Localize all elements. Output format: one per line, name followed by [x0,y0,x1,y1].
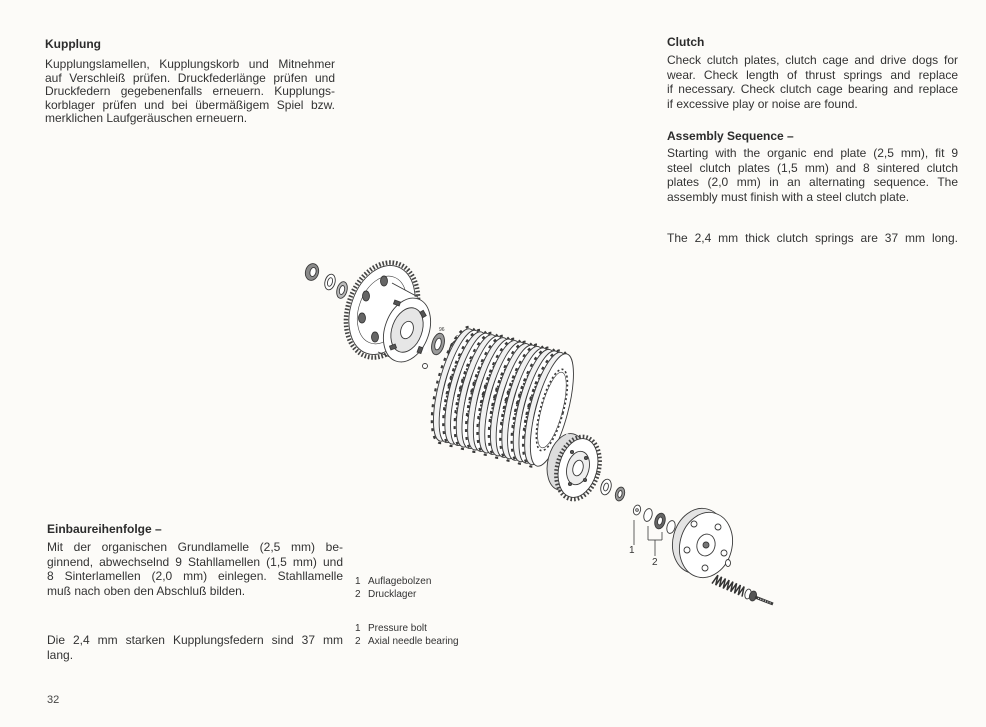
text-line: Die 2,4 mm starken Kupplungsfedern sind 37 mm [47,633,343,647]
callout-2: 2 [652,557,658,568]
text-line: if excessive play or noise are found. [667,96,858,111]
cage-needle-bearing [429,332,446,356]
text-line: 8 Sinterlamellen (2,0 mm) einlegen. Stahllamelle [47,569,343,583]
legend-de [355,576,431,601]
pressure-bolt [632,504,641,515]
text-line: if necessary. Check clutch cage bearing and replace [667,82,958,96]
legend-label: Axial needle bearing [368,635,459,647]
legend-number: 1 [355,576,361,587]
text-line: Kupplungslamellen, Kupplungskorb und Mitnehmer [45,58,335,71]
text-line: auf Verschleiß prüfen. Druckfederlänge prüfen und [45,71,335,85]
legend-number: 2 [355,635,361,647]
legend-item [355,589,431,602]
text-line: The 2,4 mm thick clutch springs are 37 mm long. [667,231,958,245]
section-einbaureihenfolge [47,522,343,598]
section-kupplung [45,37,335,126]
section-assembly-sequence [667,129,958,204]
text-line: plates (2,0 mm) in an alternating sequence. The [667,175,958,189]
hub-washer [599,478,613,496]
clutch-spring [712,575,744,596]
text-line: muß nach oben den Abschluß bilden. [47,583,246,598]
text-line: ginnend, abwechselnd 9 Stahllamellen (1,5 mm) und [47,554,343,569]
small-ball [423,364,428,369]
text-line: merklichen Laufgeräuschen erneuern. [45,112,248,125]
text-line: Starting with the organic end plate (2,5 mm), fit 9 [667,146,958,160]
heading-einbaureihenfolge: Einbaureihenfolge – [47,522,162,536]
legend-item [355,623,459,636]
legend-en [355,623,459,648]
thrust-washer [335,280,349,299]
legend-label: Pressure bolt [368,623,427,634]
section-spring-length-de [47,633,343,662]
lock-washer [323,273,337,291]
text-line: Check clutch plates, clutch cage and drive dogs for [667,53,958,67]
spring-seat [726,560,731,567]
clutch-nut [304,262,321,282]
text-line: assembly must finish with a steel clutch plate. [667,189,910,204]
legend-number: 1 [355,623,361,634]
hub-nut [614,486,626,502]
legend-label: Auflagebolzen [368,576,432,587]
text-line: Druckfedern gegebenenfalls erneuern. Kupplungs- [45,85,335,98]
heading-clutch: Clutch [667,35,705,49]
text-line: Mit der organischen Grundlamelle (2,5 mm) be- [47,540,343,554]
text-line: wear. Check length of thrust springs and replace [667,67,958,82]
heading-kupplung: Kupplung [45,37,101,51]
legend-label: Drucklager [368,588,417,600]
text-line: lang. [47,647,74,662]
part-ref-96: 96 [439,327,445,333]
text-line: steel clutch plates (1,5 mm) and 8 sintered clutch [667,160,958,175]
spring-bolt [744,588,773,604]
pressure-plate [665,502,739,583]
callout-1: 1 [629,545,635,556]
axial-needle-bearing [642,508,676,535]
section-clutch [667,35,958,111]
legend-item [355,576,431,589]
heading-assembly-sequence: Assembly Sequence – [667,129,794,143]
legend-item [355,636,459,649]
section-spring-length-en [667,231,958,245]
text-line: korblager prüfen und bei übermäßigem Spiel bzw. [45,98,335,112]
legend-number: 2 [355,588,361,600]
page-number: 32 [47,694,60,706]
